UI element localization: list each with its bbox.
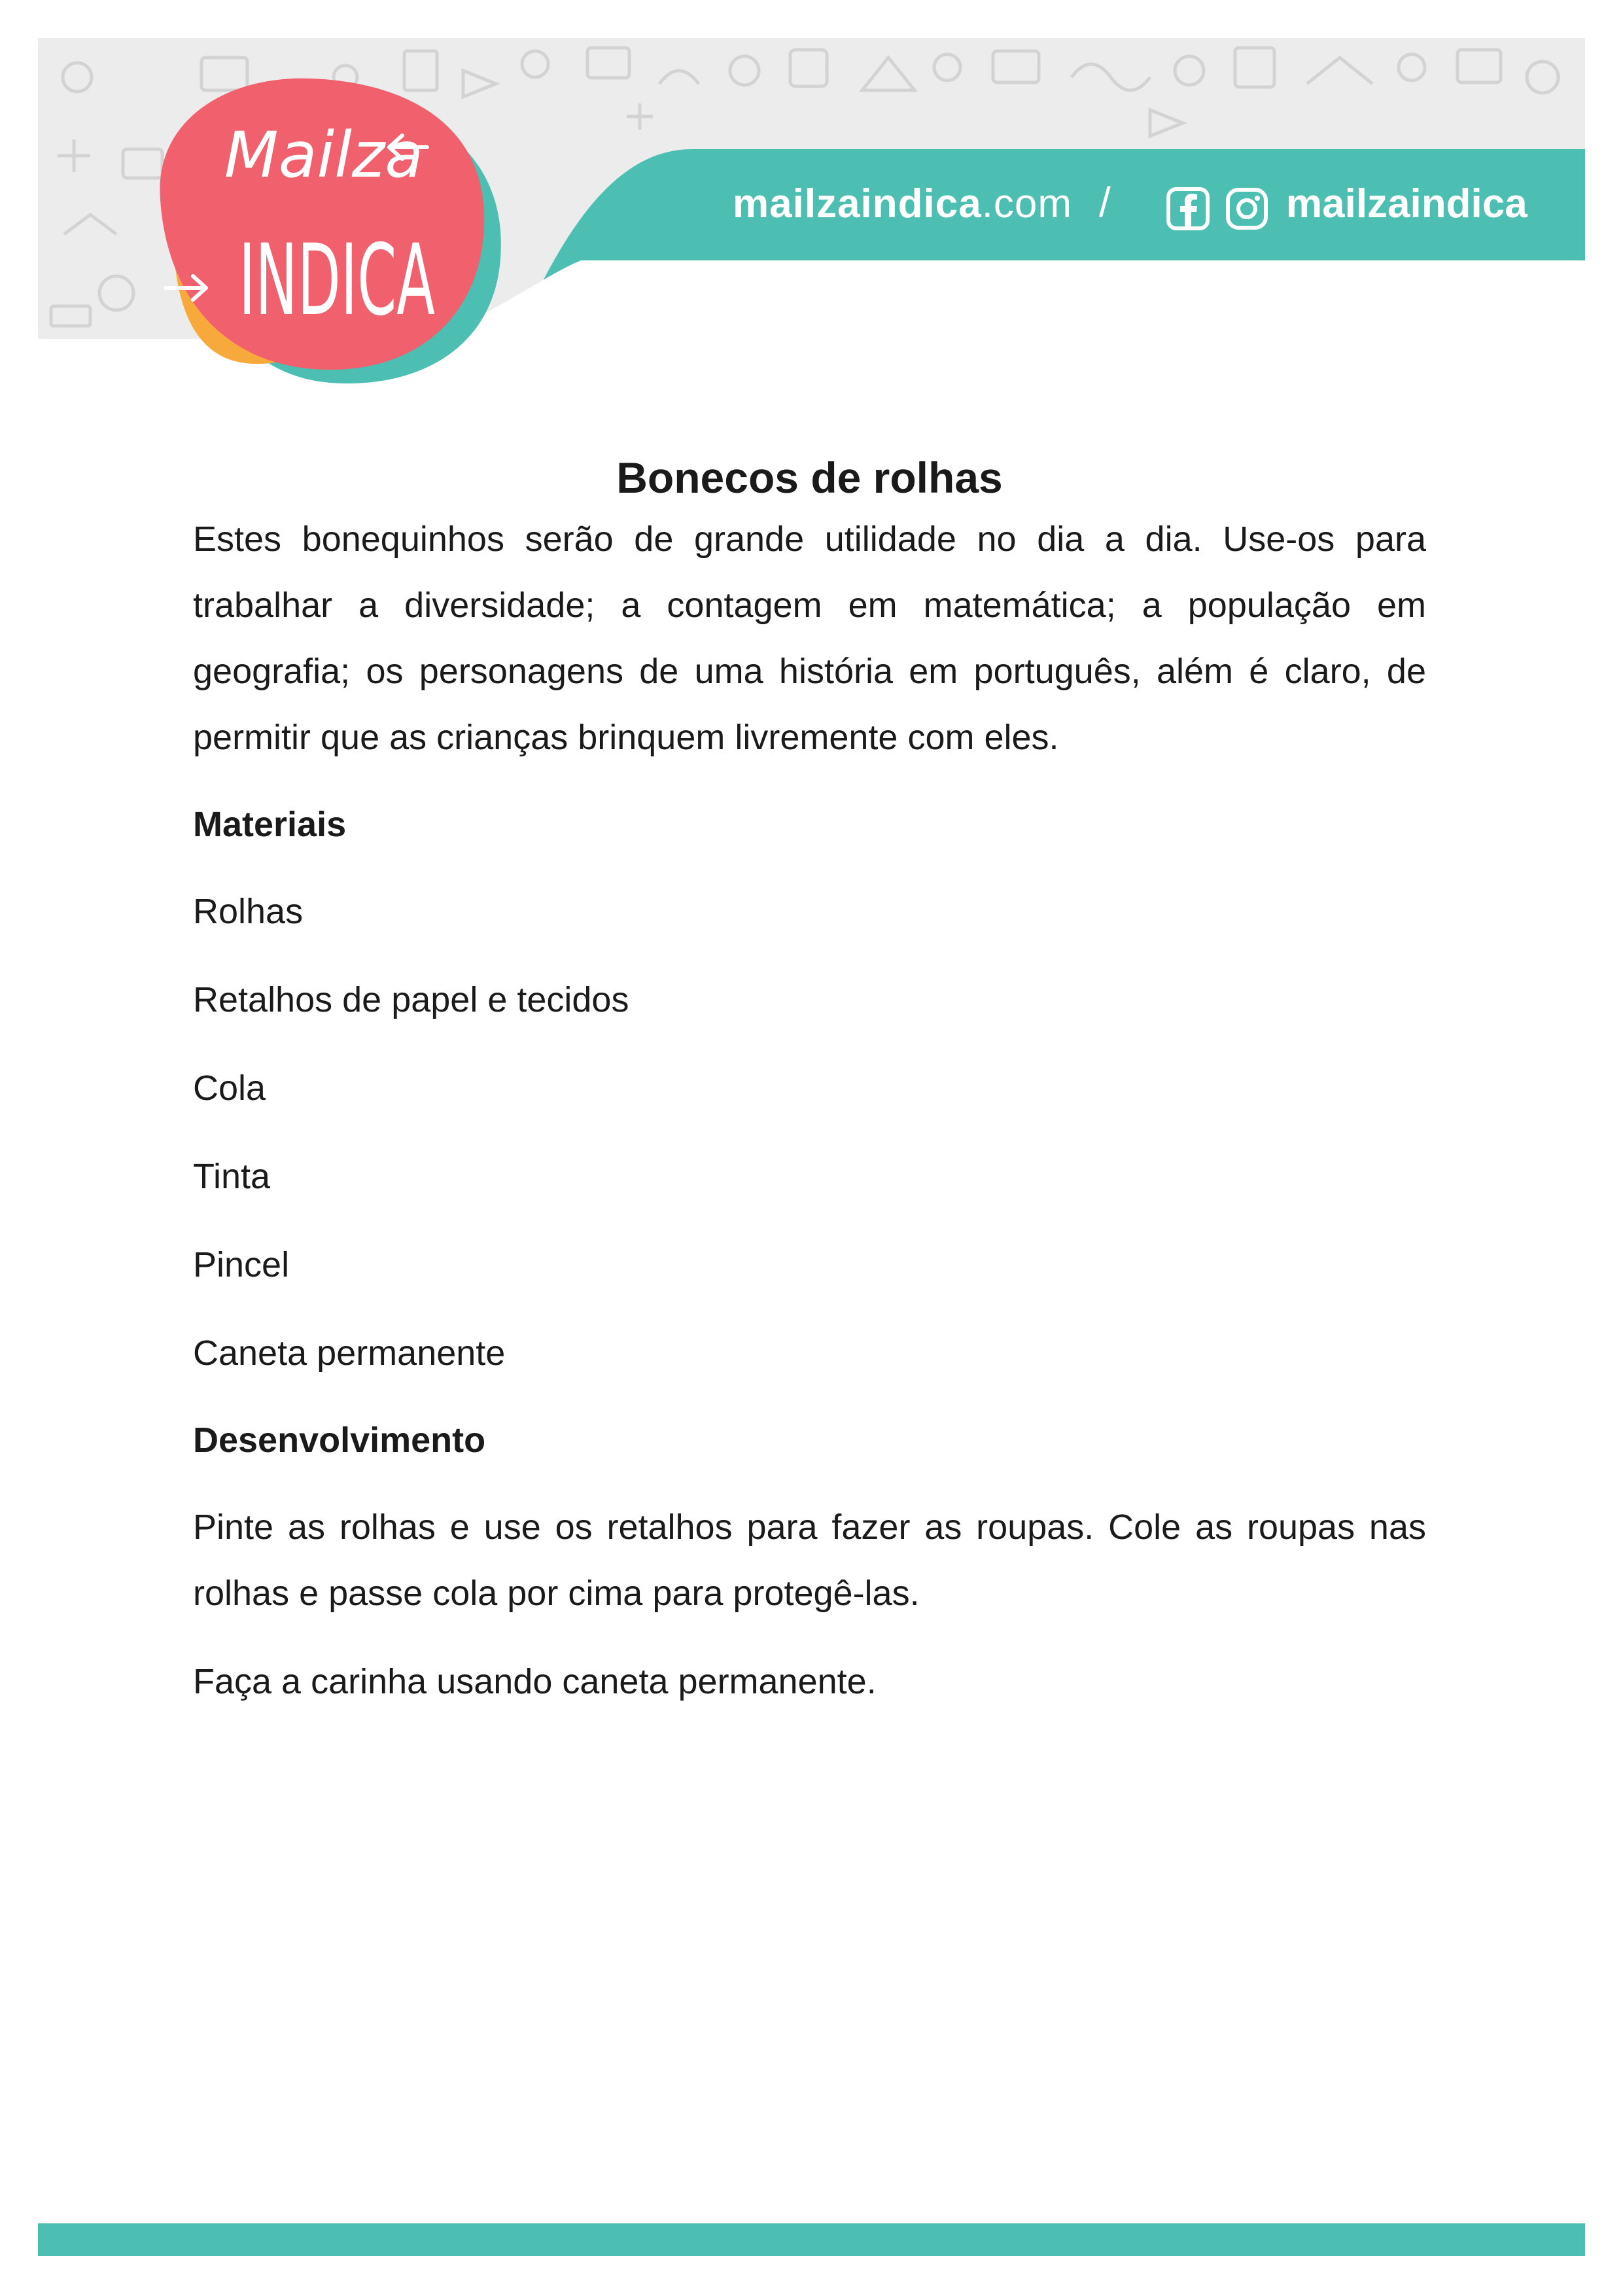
instagram-icon[interactable] [1225,187,1268,230]
development-paragraph-1: Pinte as rolhas e use os retalhos para fazer as roupas. Cole as roupas nas rolhas e passe cola por cima para protegê-las. [193,1508,1426,1613]
site-url-tld: .com [981,181,1073,226]
social-handle[interactable]: mailzaindica [1286,181,1527,226]
document-title: Bonecos de rolhas [616,453,1003,502]
material-item: Tinta [193,1157,271,1196]
mailza-indica-logo [114,62,520,415]
material-item: Caneta permanente [193,1333,506,1373]
site-url[interactable] [733,181,1072,227]
material-item: Rolhas [193,892,304,931]
material-item: Cola [193,1069,266,1108]
document-body [193,451,1426,1715]
development-heading: Desenvolvimento [193,1421,486,1460]
facebook-icon[interactable] [1166,187,1210,230]
intro-paragraph: Estes bonequinhos serão de grande utilidade no dia a dia. Use-os para trabalhar a diversidade; a contagem em matemática; a população em geografia; os personagens de uma história em português, além é claro, de permitir que as crianças brinquem livremente com eles. [193,520,1426,757]
site-url-name: mailzaindica [733,181,982,226]
material-item: Pincel [193,1245,290,1284]
separator: / [1099,179,1111,226]
footer-bar [38,2223,1585,2256]
material-item: Retalhos de papel e tecidos [193,980,629,1019]
logo-text-indica: INDICA [239,224,435,338]
materials-heading: Materiais [193,805,347,844]
logo-text-mailza: Mailza [224,118,424,192]
development-paragraph-2: Faça a carinha usando caneta permanente. [193,1662,877,1701]
